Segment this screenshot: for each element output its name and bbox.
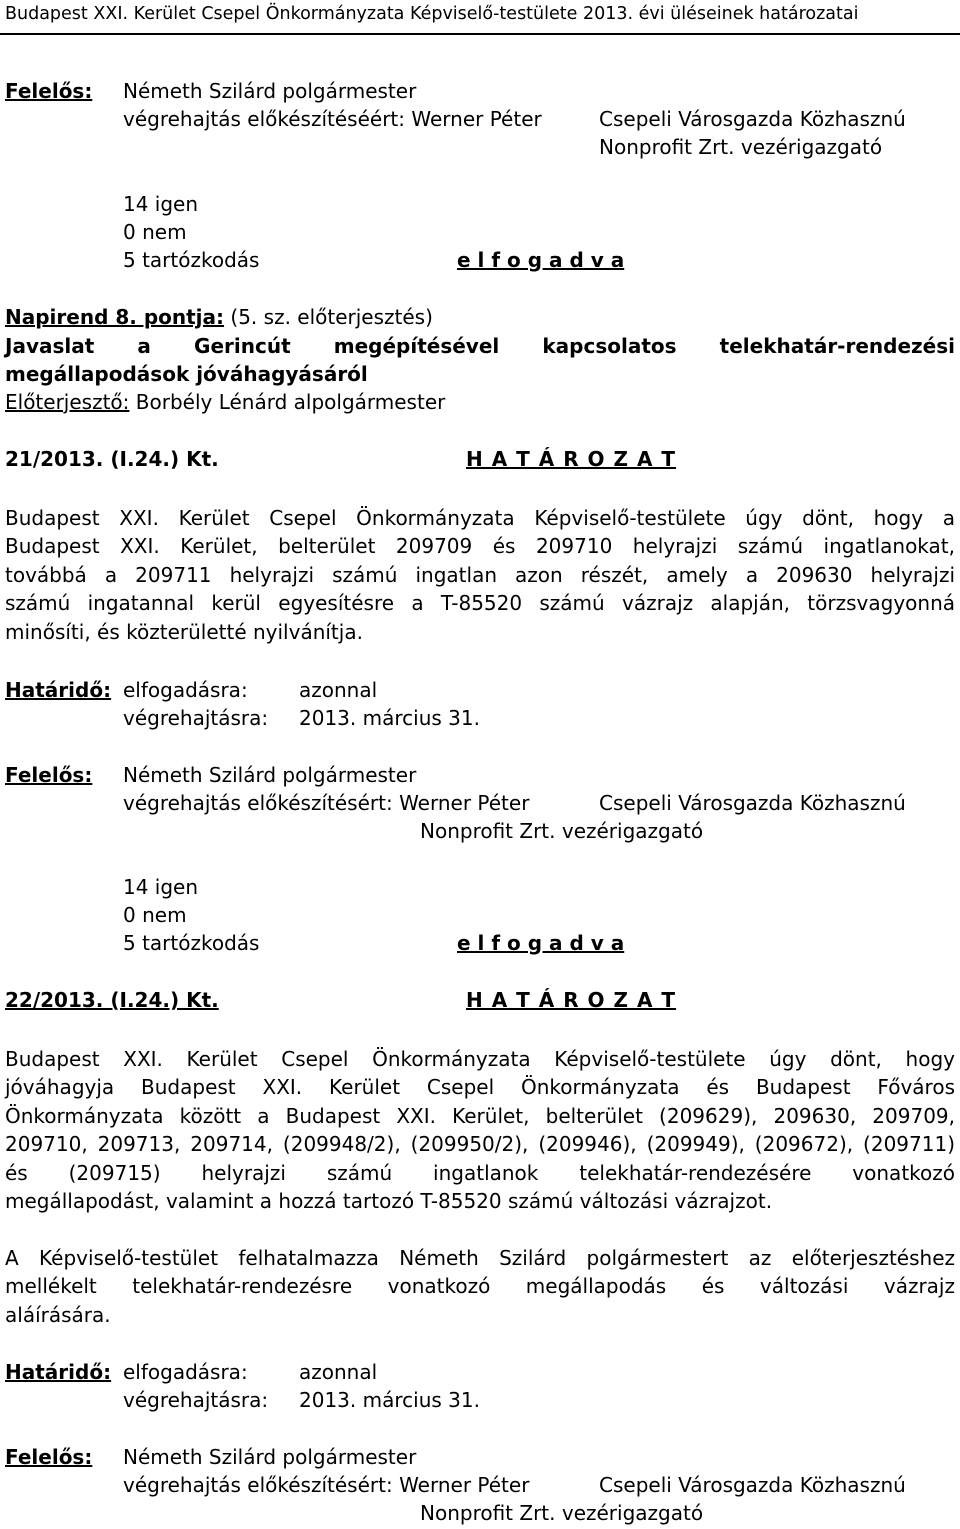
eloterjeszto-line	[5, 389, 445, 415]
resolution-text-line: 209710, 209713, 209714, (209948/2), (209950/2), (209946), (209949), (209672), (209711)	[5, 1132, 955, 1157]
vote-result: e l f o g a d v a	[457, 931, 625, 955]
vote-yes: 14 igen	[123, 192, 199, 216]
elfogadasra-value: azonnal	[299, 1360, 378, 1384]
vote-abstain: 5 tartózkodás	[123, 248, 260, 272]
authorization-text-line: mellékelt telekhatár-rendezésre vonatkozó megállapodás és változási vázrajz	[5, 1274, 955, 1299]
vote-yes: 14 igen	[123, 875, 199, 899]
authorization-text-line: A Képviselő-testület felhatalmazza Németh Szilárd polgármestert az előterjesztéshez	[5, 1246, 955, 1270]
eloterjeszto-label: Előterjesztő:	[5, 390, 130, 414]
resolution-text-line: továbbá a 209711 helyrajzi számú ingatlan azon részét, amely a 209630 helyrajzi	[5, 562, 955, 587]
vote-result: e l f o g a d v a	[457, 248, 625, 272]
resolution-text-line: és (209715) helyrajzi számú ingatlanok telekhatár-rendezésére vonatkozó	[5, 1160, 955, 1185]
resolution-text-line: Budapest XXI. Kerület Csepel Önkormányzata Képviselő-testülete úgy dönt, hogy a	[5, 506, 955, 530]
vegrehajtasra-value: 2013. március 31.	[299, 1388, 480, 1412]
napirend-note: (5. sz. előterjesztés)	[230, 305, 433, 329]
hatarido-label: Határidő:	[5, 1360, 112, 1384]
elfogadasra-label: elfogadásra:	[123, 678, 248, 702]
resolution-number: 21/2013. (I.24.) Kt.	[5, 447, 219, 471]
vegrehajtasra-label: végrehajtásra:	[123, 1388, 269, 1412]
company-name: Csepeli Városgazda Közhasznú	[599, 1473, 906, 1497]
resolution-text-line: jóváhagyja Budapest XXI. Kerület Csepel Önkormányzata és Budapest Főváros	[5, 1075, 955, 1100]
resolution-text-line: Budapest XXI. Kerület, belterület 209709 és 209710 helyrajzi számú ingatlanokat,	[5, 534, 955, 559]
vegrehajtas-label: végrehajtás előkészítésért: Werner Péter	[123, 791, 530, 815]
felelos-name: Németh Szilárd polgármester	[123, 79, 417, 103]
agenda-title-line1: Javaslat a Gerincút megépítésével kapcsolatos telekhatár-rendezési	[5, 334, 955, 358]
vegrehajtas-label: végrehajtás előkészítésért: Werner Péter	[123, 1473, 530, 1497]
agenda-line	[5, 304, 433, 330]
resolution-text-line: megállapodást, valamint a hozzá tartozó T-85520 számú változási vázrajzot.	[5, 1189, 773, 1214]
running-header: Budapest XXI. Kerület Csepel Önkormányzata Képviselő-testülete 2013. évi üléseinek határozatai	[5, 4, 859, 24]
resolution-heading: H A T Á R O Z A T	[466, 988, 677, 1012]
vegrehajtasra-value: 2013. március 31.	[299, 706, 480, 730]
company-name-cont: Nonprofit Zrt. vezérigazgató	[420, 1501, 704, 1525]
felelos-label: Felelős:	[5, 79, 93, 103]
hatarido-label: Határidő:	[5, 678, 112, 702]
header-divider	[0, 33, 960, 35]
authorization-text	[5, 1244, 955, 1329]
elfogadasra-label: elfogadásra:	[123, 1360, 248, 1384]
agenda-title-line2: megállapodások jóváhagyásáról	[5, 362, 368, 386]
vote-no: 0 nem	[123, 220, 187, 244]
authorization-text-line: aláírására.	[5, 1302, 111, 1327]
felelos-name: Németh Szilárd polgármester	[123, 1445, 417, 1469]
company-name-cont: Nonprofit Zrt. vezérigazgató	[599, 135, 883, 159]
resolution-number: 22/2013. (I.24.) Kt.	[5, 988, 219, 1012]
vegrehajtas-label: végrehajtás előkészítéséért: Werner Péter	[123, 107, 542, 131]
elfogadasra-value: azonnal	[299, 678, 378, 702]
felelos-name: Németh Szilárd polgármester	[123, 763, 417, 787]
resolution-text	[5, 504, 955, 646]
vegrehajtasra-label: végrehajtásra:	[123, 706, 269, 730]
vote-abstain: 5 tartózkodás	[123, 931, 260, 955]
felelos-label: Felelős:	[5, 1445, 93, 1469]
napirend-label: Napirend 8. pontja:	[5, 305, 225, 329]
resolution-text-line: minősíti, és közterületté nyilvánítja.	[5, 619, 363, 644]
company-name: Csepeli Városgazda Közhasznú	[599, 791, 906, 815]
company-name: Csepeli Városgazda Közhasznú	[599, 107, 906, 131]
company-name-cont: Nonprofit Zrt. vezérigazgató	[420, 819, 704, 843]
resolution-heading: H A T Á R O Z A T	[466, 447, 677, 471]
eloterjeszto-name: Borbély Lénárd alpolgármester	[135, 390, 446, 414]
resolution-text-line: Budapest XXI. Kerület Csepel Önkormányzata Képviselő-testülete úgy dönt, hogy	[5, 1047, 955, 1071]
resolution-text-line: Önkormányzata között a Budapest XXI. Kerület, belterület (209629), 209630, 209709,	[5, 1103, 955, 1128]
resolution-text-line: számú ingatannal kerül egyesítésre a T-85520 számú vázrajz alapján, törzsvagyonná	[5, 591, 955, 616]
felelos-label: Felelős:	[5, 763, 93, 787]
resolution-text	[5, 1045, 955, 1215]
vote-no: 0 nem	[123, 903, 187, 927]
